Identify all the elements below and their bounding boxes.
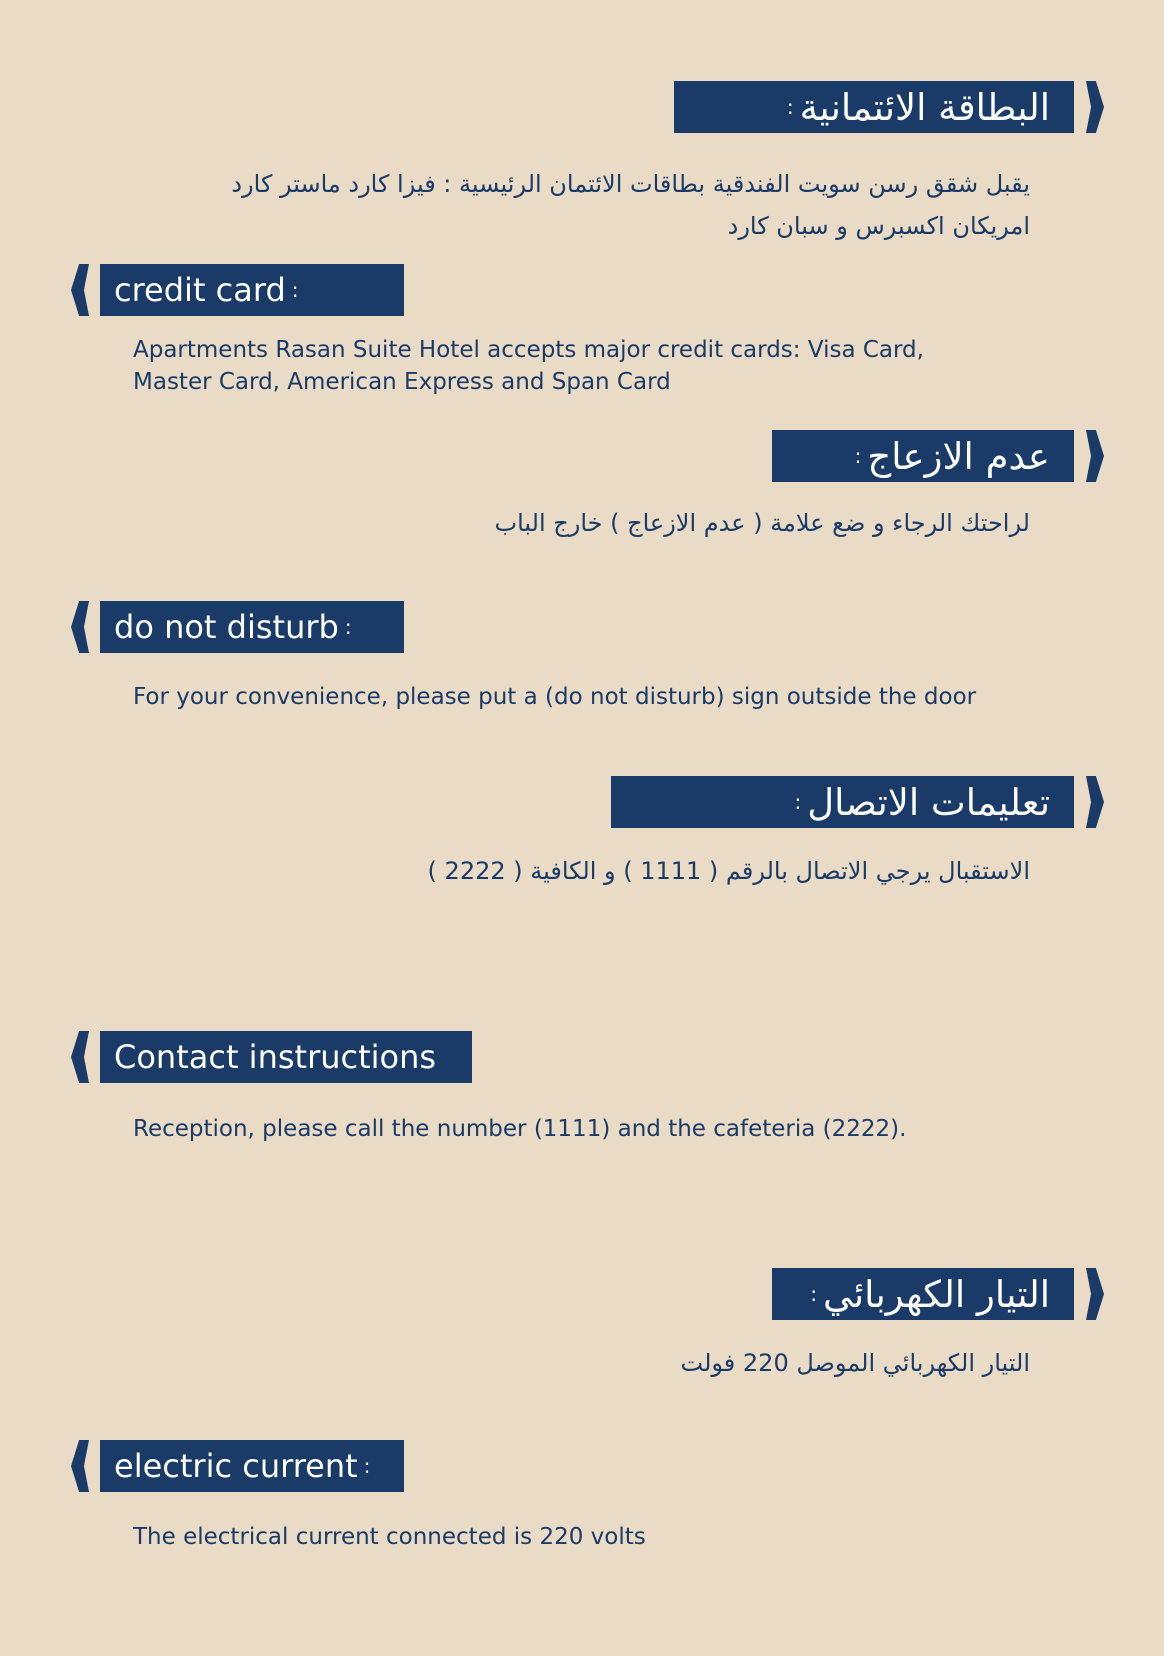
heading-colon: : [854,444,862,468]
body-contact-ar: الاستقبال يرجي الاتصال بالرقم ( 1111 ) و الكافية ( 2222 ) [427,857,1030,885]
body-credit-card-ar: يقبل شقق رسن سويت الفندقية بطاقات الائتمان الرئيسية : فيزا كارد ماستر كارد امريكان اكسبرس و سبان كارد [231,170,1030,240]
heading-do-not-disturb-en [100,601,404,653]
heading-credit-card-en [100,264,404,316]
body-electric-ar: التيار الكهربائي الموصل 220 فولت [680,1349,1030,1377]
bracket-icon [1086,1268,1104,1320]
heading-text: Contact instructions [114,1038,437,1076]
heading-colon: : [344,615,352,639]
bracket-icon [71,1031,89,1083]
heading-colon: : [786,95,794,119]
heading-credit-card-ar [674,81,1074,133]
bracket-icon [71,601,89,653]
heading-text: عدم الازعاج [867,434,1050,478]
heading-text: do not disturb [114,608,339,646]
heading-text: البطاقة الائتمانية [799,85,1050,129]
body-credit-card-en: Apartments Rasan Suite Hotel accepts major credit cards: Visa Card, Master Card, American Express and Span Card [133,337,924,395]
heading-do-not-disturb-ar [772,430,1074,482]
bracket-icon [1086,81,1104,133]
body-do-not-disturb-ar: لراحتك الرجاء و ضع علامة ( عدم الازعاج ) خارج الباب [494,509,1030,537]
bracket-icon [1086,776,1104,828]
heading-colon: : [291,278,299,302]
heading-contact-en [100,1031,472,1083]
heading-text: تعليمات الاتصال [807,780,1050,824]
body-do-not-disturb-en: For your convenience, please put a (do not disturb) sign outside the door [133,684,977,710]
heading-colon: : [794,790,802,814]
bracket-icon [71,264,89,316]
heading-colon: : [363,1454,371,1478]
body-electric-en: The electrical current connected is 220 volts [133,1524,646,1550]
bracket-icon [1086,430,1104,482]
heading-text: credit card [114,271,286,309]
heading-text: electric current [114,1447,358,1485]
heading-electric-en [100,1440,404,1492]
heading-text: التيار الكهربائي [823,1272,1050,1316]
body-contact-en: Reception, please call the number (1111) and the cafeteria (2222). [133,1116,907,1142]
bracket-icon [71,1440,89,1492]
heading-electric-ar [772,1268,1074,1320]
heading-contact-ar [611,776,1074,828]
heading-colon: : [810,1282,818,1306]
